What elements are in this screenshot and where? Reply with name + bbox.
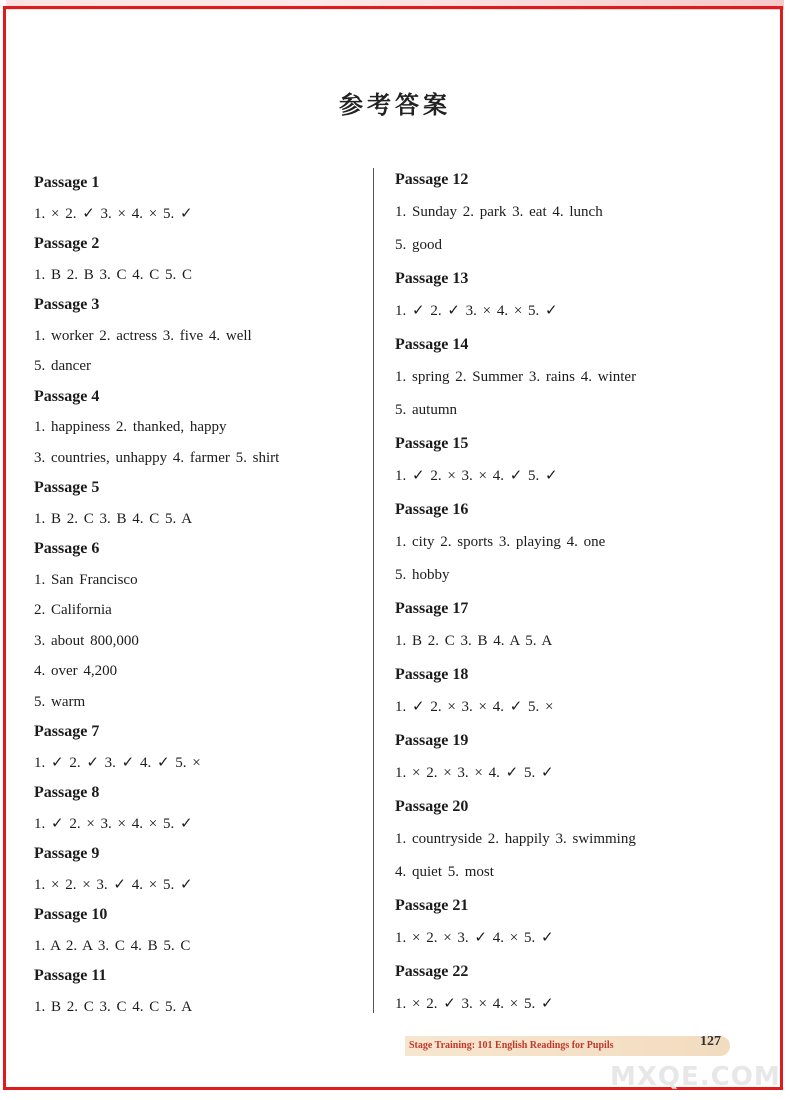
column-divider <box>373 168 374 1013</box>
page-title: 参考答案 <box>339 93 451 119</box>
passage-title: Passage 16 <box>395 501 469 518</box>
answer-line: 1. × 2. ✓ 3. × 4. × 5. ✓ <box>34 205 193 222</box>
passage-title: Passage 18 <box>395 666 469 683</box>
passage-title: Passage 9 <box>34 845 100 862</box>
answer-line: 2. California <box>34 602 112 618</box>
passage-title: Passage 19 <box>395 732 469 749</box>
passage-title: Passage 6 <box>34 540 100 557</box>
answer-line: 1. × 2. ✓ 3. × 4. × 5. ✓ <box>395 996 554 1012</box>
left-answer-column <box>34 168 374 1022</box>
answer-line: 1. ✓ 2. ✓ 3. ✓ 4. ✓ 5. × <box>34 754 201 771</box>
answer-line: 1. B 2. C 3. B 4. C 5. A <box>34 510 193 527</box>
watermark-text: MXQE.COM <box>610 1062 781 1092</box>
answer-line: 1. worker 2. actress 3. five 4. well <box>34 327 252 344</box>
answer-line: 4. over 4,200 <box>34 663 118 679</box>
answer-line: 1. ✓ 2. × 3. × 4. × 5. ✓ <box>34 815 193 832</box>
answer-line: 1. Sunday 2. park 3. eat 4. lunch <box>395 204 603 220</box>
answer-line: 1. ✓ 2. × 3. × 4. ✓ 5. × <box>395 699 554 715</box>
answer-line: 5. good <box>395 237 442 253</box>
answer-line: 5. autumn <box>395 402 457 418</box>
passage-title: Passage 22 <box>395 963 469 980</box>
passage-title: Passage 5 <box>34 479 100 496</box>
answer-line: 5. dancer <box>34 358 91 374</box>
answer-line: 1. ✓ 2. × 3. × 4. ✓ 5. ✓ <box>395 468 558 484</box>
passage-title: Passage 15 <box>395 435 469 452</box>
answer-line: 3. countries, unhappy 4. farmer 5. shirt <box>34 449 280 466</box>
passage-title: Passage 8 <box>34 784 100 801</box>
passage-title: Passage 12 <box>395 171 469 188</box>
answer-line: 1. countryside 2. happily 3. swimming <box>395 831 636 847</box>
answer-line: 1. × 2. × 3. ✓ 4. × 5. ✓ <box>34 876 193 893</box>
answer-line: 1. × 2. × 3. ✓ 4. × 5. ✓ <box>395 930 554 946</box>
passage-title: Passage 3 <box>34 296 100 313</box>
answer-line: 1. B 2. C 3. B 4. A 5. A <box>395 633 553 649</box>
passage-title: Passage 4 <box>34 387 100 405</box>
right-answer-column <box>395 163 735 1021</box>
answer-line: 1. happiness 2. thanked, happy <box>34 419 227 435</box>
passage-title: Passage 11 <box>34 967 107 984</box>
passage-title: Passage 2 <box>34 235 100 252</box>
answer-line: 1. × 2. × 3. × 4. ✓ 5. ✓ <box>395 765 554 781</box>
series-footer-text: Stage Training: 101 English Readings for Pupils <box>409 1040 614 1051</box>
page-number: 127 <box>700 1034 721 1049</box>
answer-line: 1. city 2. sports 3. playing 4. one <box>395 534 606 550</box>
answer-line: 3. about 800,000 <box>34 632 139 649</box>
answer-line: 1. spring 2. Summer 3. rains 4. winter <box>395 369 637 385</box>
answer-line: 5. hobby <box>395 567 450 583</box>
passage-title: Passage 17 <box>395 600 469 617</box>
passage-title: Passage 14 <box>395 336 469 353</box>
answer-line: 1. ✓ 2. ✓ 3. × 4. × 5. ✓ <box>395 303 558 319</box>
answer-line: 5. warm <box>34 693 86 710</box>
passage-title: Passage 7 <box>34 723 100 740</box>
passage-title: Passage 1 <box>34 174 100 191</box>
answer-line: 1. San Francisco <box>34 571 138 588</box>
passage-title: Passage 10 <box>34 906 108 923</box>
answer-line: 1. B 2. C 3. C 4. C 5. A <box>34 998 193 1015</box>
answer-line: 4. quiet 5. most <box>395 864 494 880</box>
answer-line: 1. B 2. B 3. C 4. C 5. C <box>34 266 193 283</box>
series-footer-banner <box>405 1036 730 1056</box>
passage-title: Passage 13 <box>395 270 469 287</box>
passage-title: Passage 21 <box>395 897 469 914</box>
passage-title: Passage 20 <box>395 798 469 815</box>
answer-line: 1. A 2. A 3. C 4. B 5. C <box>34 937 191 954</box>
